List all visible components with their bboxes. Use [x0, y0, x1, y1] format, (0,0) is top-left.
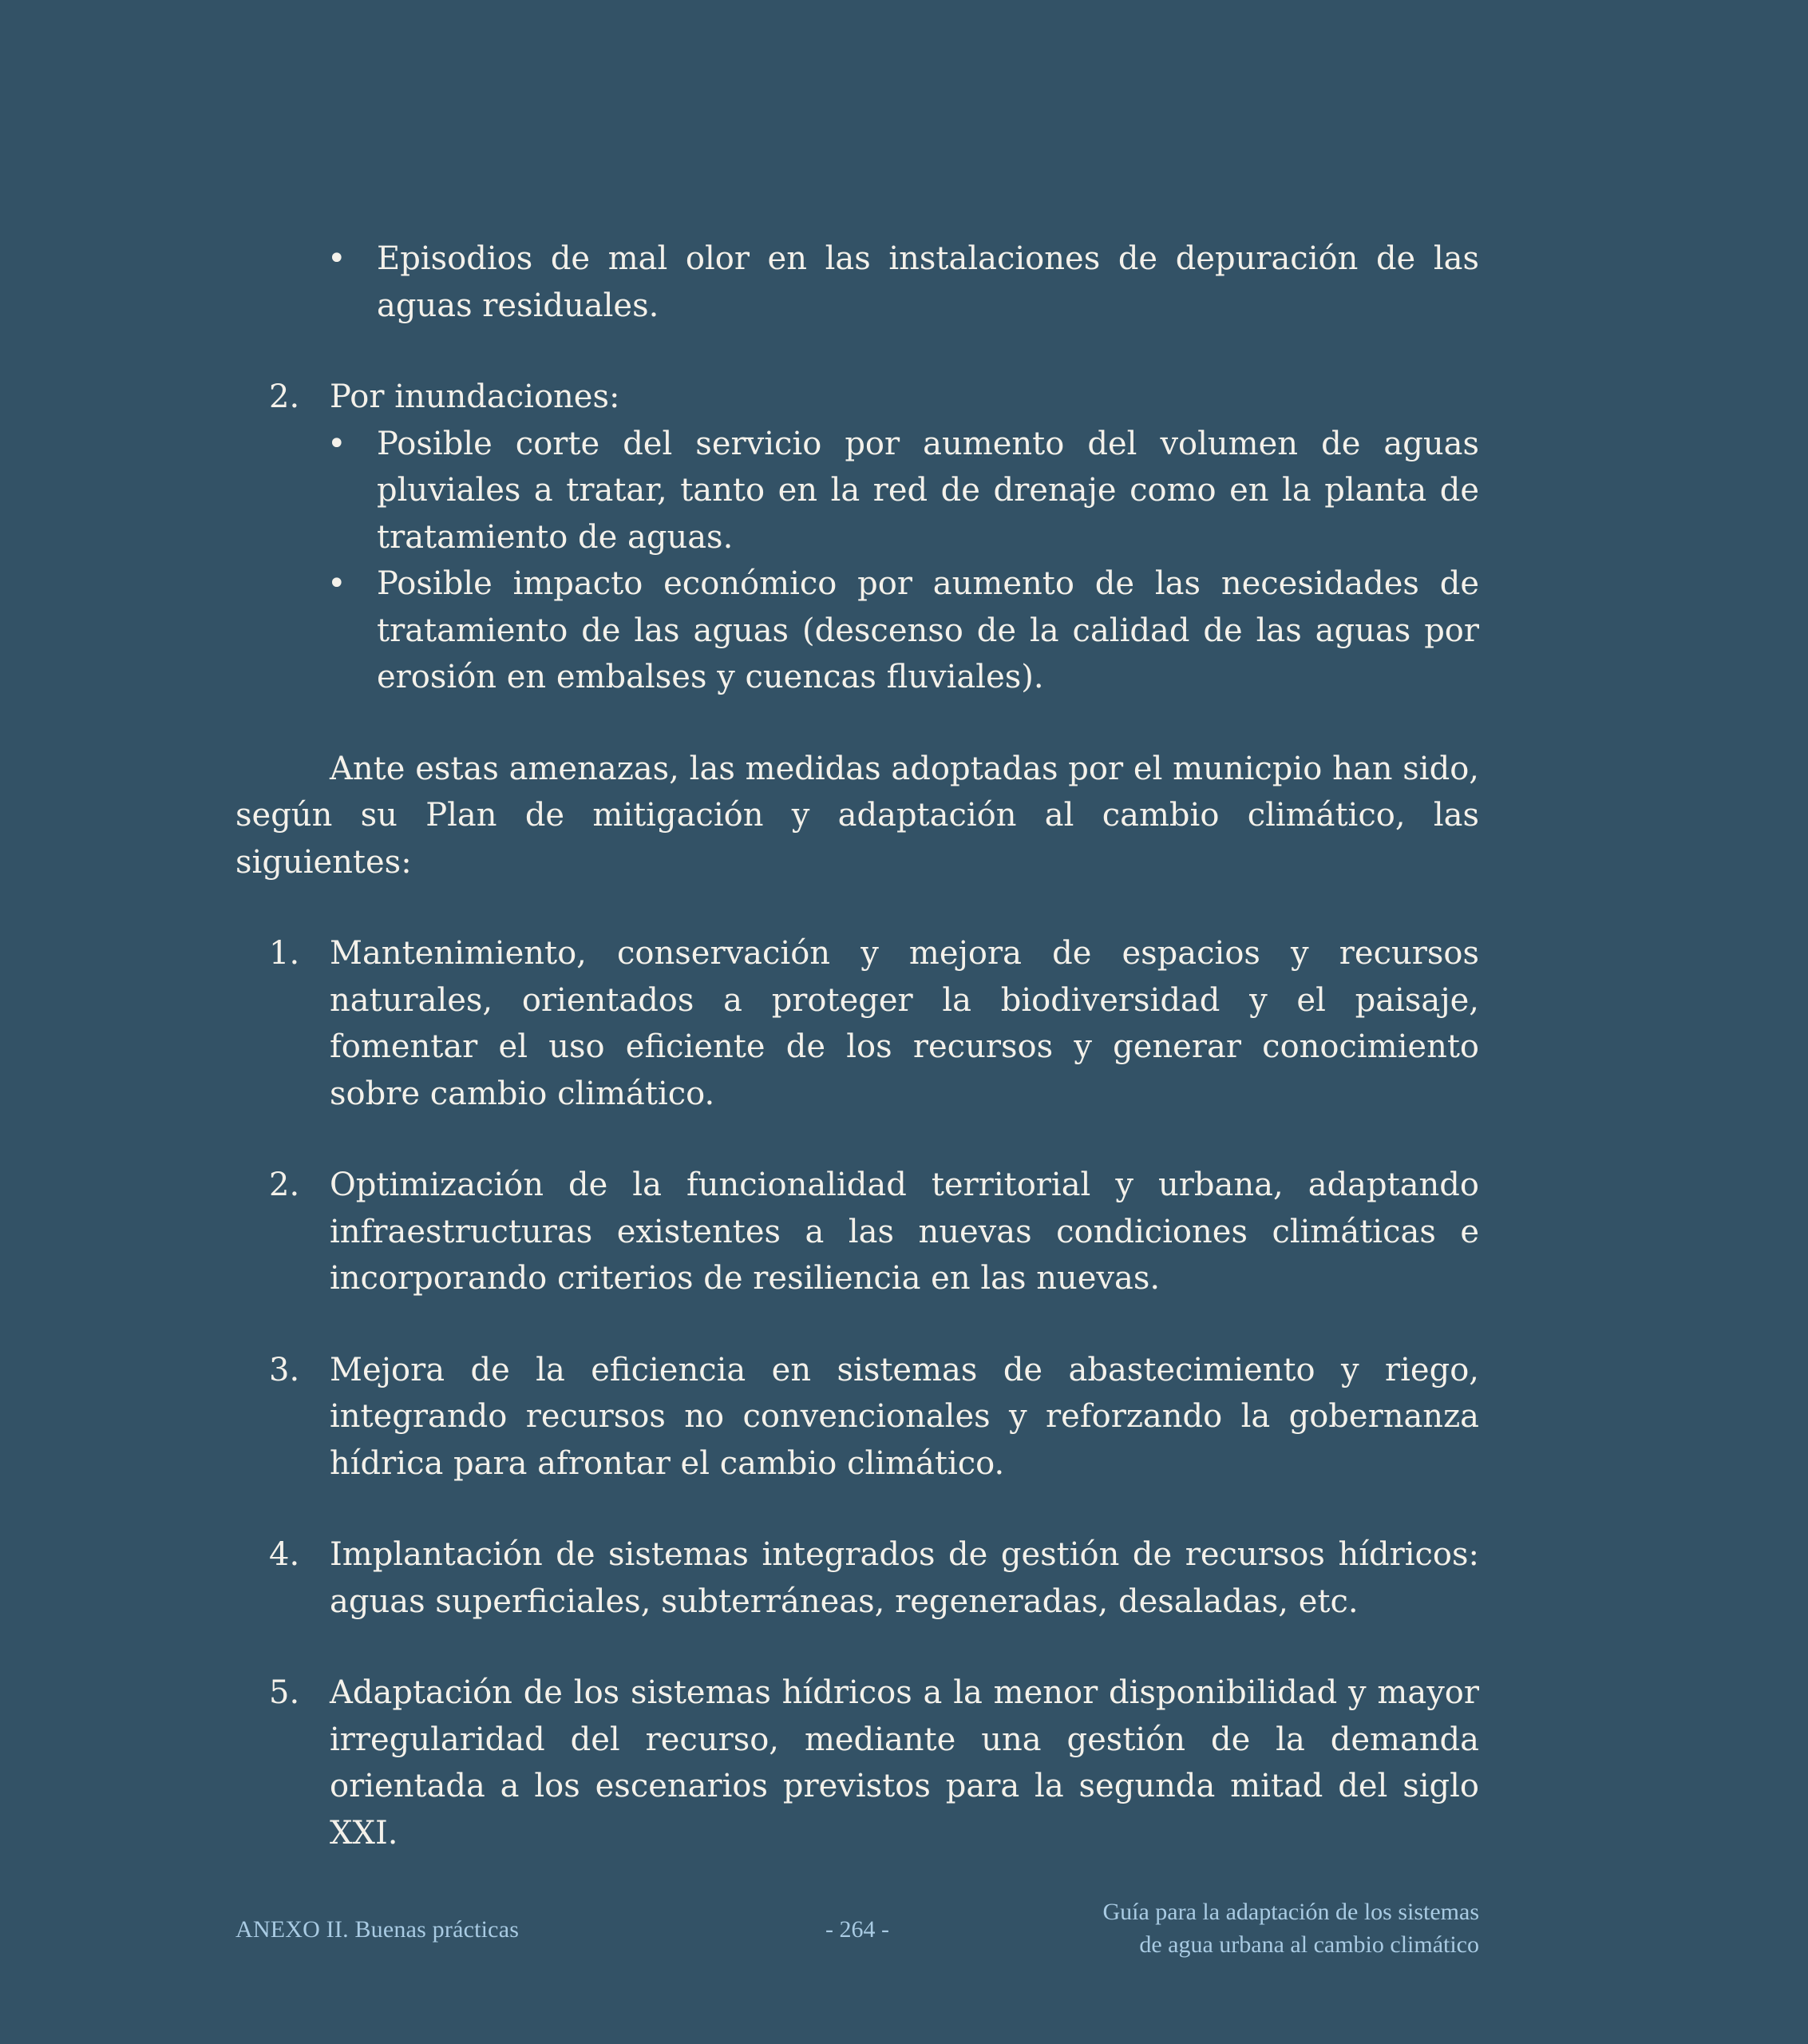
bullet-text: Posible corte del servicio por aumento del volumen de aguas pluviales a tratar, tanto en la red de drenaje como en la planta de tratamiento de aguas.	[377, 425, 1479, 556]
footer-document-title	[1102, 1895, 1479, 1961]
measure-item-2	[235, 1162, 1479, 1302]
measure-text: Optimización de la funcionalidad territorial y urbana, adaptando infraestructuras existentes a las nuevas condiciones climáticas e incorporando criterios de resiliencia en las nuevas.	[330, 1167, 1479, 1297]
measure-text: Mejora de la eficiencia en sistemas de abastecimiento y riego, integrando recursos no convencionales y reforzando la gobernanza hídrica para afrontar el cambio climático.	[330, 1351, 1479, 1482]
bullet-marker: •	[327, 565, 346, 602]
footer-title-line-1: Guía para la adaptación de los sistemas	[1102, 1899, 1479, 1925]
footer-title-line-2: de agua urbana al cambio climático	[1139, 1931, 1479, 1958]
list-number: 2.	[269, 1167, 300, 1203]
section-title: Por inundaciones:	[330, 378, 620, 415]
page-number: - 264 -	[825, 1916, 889, 1943]
measure-text: Implantación de sistemas integrados de gestión de recursos hídricos: aguas superficiales, subterráneas, regeneradas, desaladas, etc.	[330, 1536, 1479, 1620]
bullet-text: Posible impacto económico por aumento de las necesidades de tratamiento de las aguas (descenso de la calidad de las aguas por erosión en embalses y cuencas fluviales).	[377, 565, 1479, 695]
list-number: 3.	[269, 1351, 300, 1388]
bullet-item-service-cut	[235, 421, 1479, 561]
bullet-text: Episodios de mal olor en las instalaciones de depuración de las aguas residuales.	[377, 240, 1479, 324]
measure-item-3	[235, 1347, 1479, 1487]
list-number: 2.	[269, 378, 300, 415]
list-number: 1.	[269, 935, 300, 972]
list-number: 5.	[269, 1674, 300, 1711]
bullet-marker: •	[327, 425, 346, 462]
bullet-item-economic-impact	[235, 561, 1479, 701]
page-footer	[235, 1895, 1479, 1967]
intro-paragraph: Ante estas amenazas, las medidas adoptadas por el municpio han sido, según su Plan de mitigación y adaptación al cambio climático, las siguientes:	[235, 750, 1479, 881]
measure-item-5	[235, 1670, 1479, 1856]
page-body	[235, 236, 1479, 1856]
measure-item-1	[235, 930, 1479, 1117]
footer-section-label: ANEXO II. Buenas prácticas	[235, 1916, 520, 1943]
measure-text: Mantenimiento, conservación y mejora de espacios y recursos naturales, orientados a proteger la biodiversidad y el paisaje, fomentar el uso eficiente de los recursos y generar conocimiento sobre cambio climático.	[330, 935, 1479, 1112]
bullet-marker: •	[327, 240, 346, 277]
bullet-item-odor	[235, 236, 1479, 329]
section-floods-heading	[235, 374, 1479, 421]
measure-item-4	[235, 1531, 1479, 1625]
list-number: 4.	[269, 1536, 300, 1573]
measure-text: Adaptación de los sistemas hídricos a la menor disponibilidad y mayor irregularidad del recurso, mediante una gestión de la demanda orientada a los escenarios previstos para la segunda mitad del siglo XXI.	[330, 1674, 1479, 1852]
